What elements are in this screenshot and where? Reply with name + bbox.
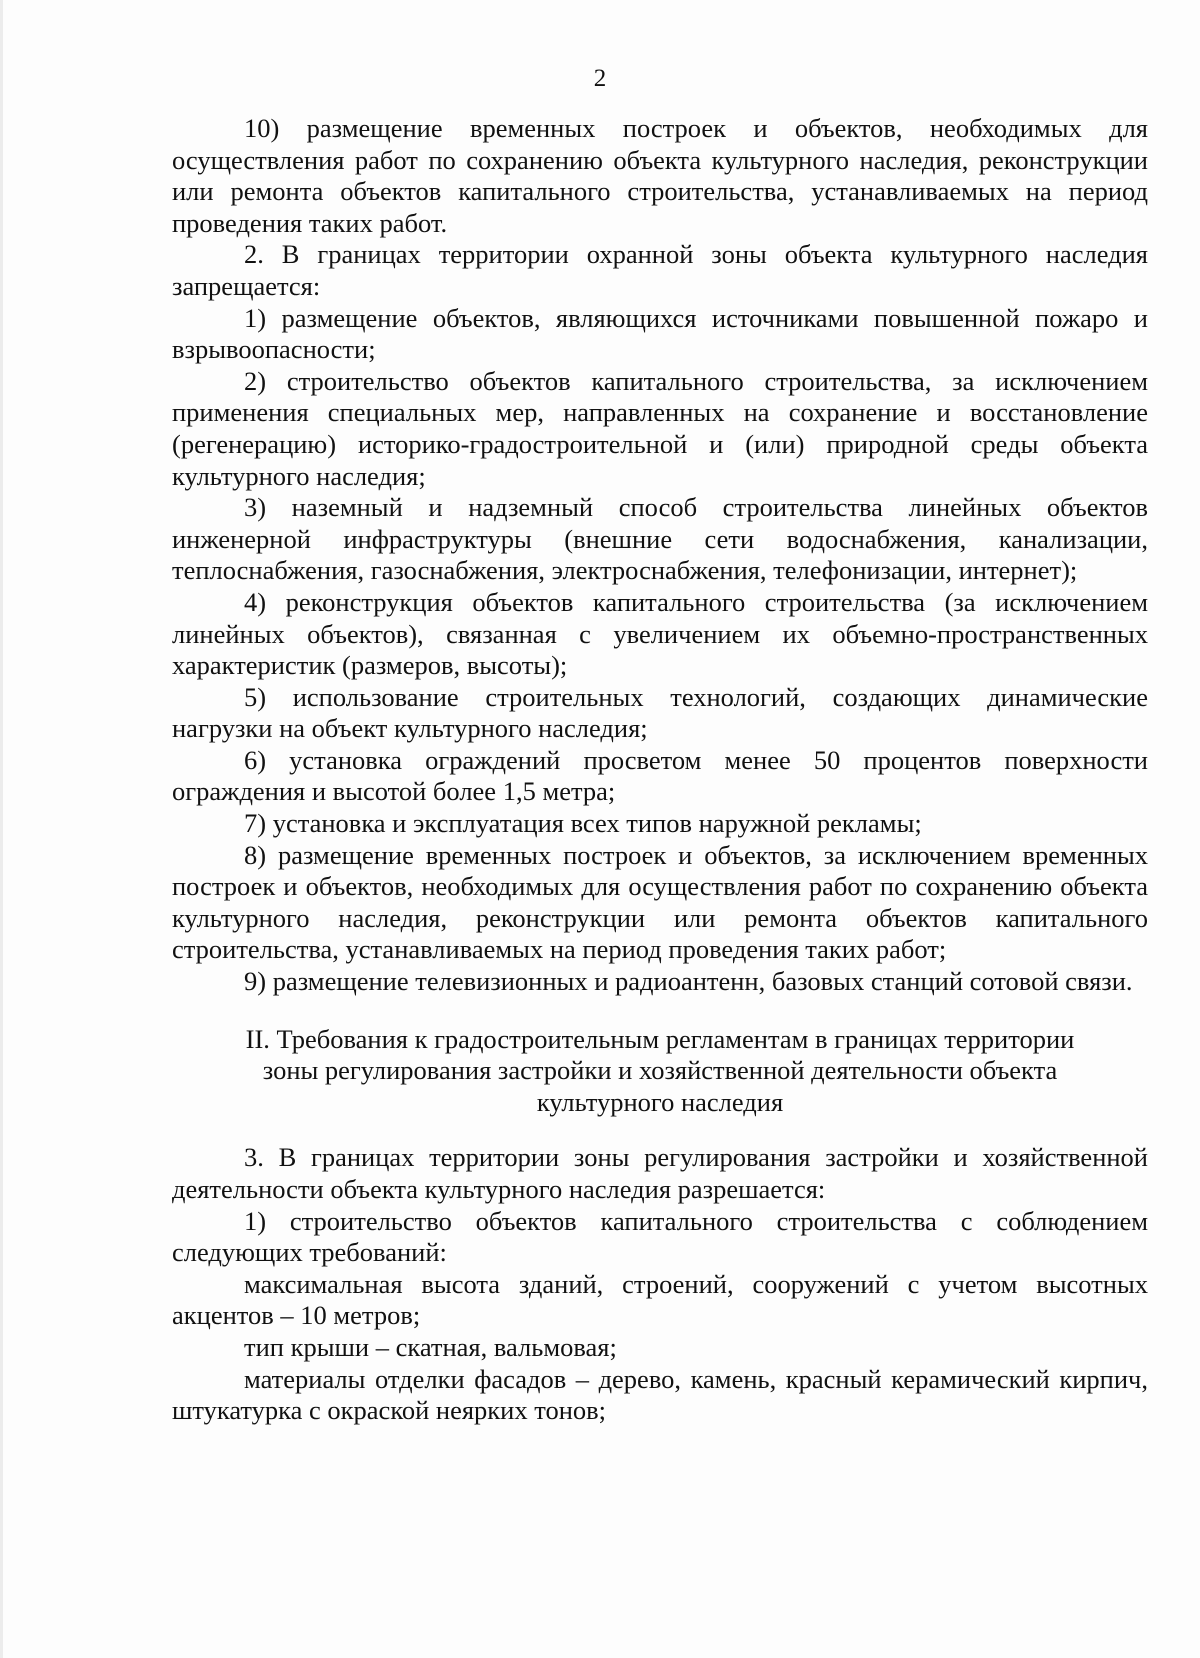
paragraph-prohibition-5: 5) использование строительных технологий, создающих динамические нагрузки на объект культурного наследия; — [172, 681, 1148, 744]
scan-edge — [0, 0, 3, 1658]
paragraph-prohibition-3: 3) наземный и надземный способ строительства линейных объектов инженерной инфраструктуры (внешние сети водоснабжения, канализации, теплоснабжения, газоснабжения, электроснабжения, телефонизации, интернет); — [172, 492, 1148, 586]
section-heading — [172, 1024, 1148, 1119]
paragraph-prohibition-8: 8) размещение временных построек и объектов, за исключением временных построек и объектов, необходимых для осуществления работ по сохранению объекта культурного наследия, реконструкции или ремонта объектов капитального строительства, устанавливаемых на период проведения таких работ; — [172, 839, 1148, 965]
section-heading-line-2: зоны регулирования застройки и хозяйственной деятельности объекта — [262, 1055, 1058, 1086]
paragraph-prohibition-2: 2) строительство объектов капитального строительства, за исключением применения специальных мер, направленных на сохранение и восстановление (регенерацию) историко-градостроительной и (или) природной среды объекта культурного наследия; — [172, 365, 1148, 491]
document-body — [172, 113, 1148, 1427]
page-number: 2 — [593, 65, 607, 92]
paragraph-item-10: 10) размещение временных построек и объектов, необходимых для осуществления работ по сохранению объекта культурного наследия, реконструкции или ремонта объектов капитального строительства, устанавливаемых на период проведения таких работ. — [172, 113, 1148, 238]
paragraph-clause-3: 3. В границах территории зоны регулирования застройки и хозяйственной деятельности объекта культурного наследия разрешается: — [172, 1142, 1148, 1204]
paragraph-clause-2: 2. В границах территории охранной зоны объекта культурного наследия запрещается: — [172, 239, 1148, 301]
paragraph-requirement-facade: материалы отделки фасадов – дерево, камень, красный керамический кирпич, штукатурка с окраской неярких тонов; — [172, 1363, 1148, 1426]
paragraph-prohibition-6: 6) установка ограждений просветом менее 50 процентов поверхности ограждения и высотой более 1,5 метра; — [172, 744, 1148, 807]
paragraph-prohibition-9: 9) размещение телевизионных и радиоантенн, базовых станций сотовой связи. — [244, 966, 1133, 997]
paragraph-prohibition-1: 1) размещение объектов, являющихся источниками повышенной пожаро и взрывоопасности; — [172, 302, 1148, 365]
paragraph-requirement-roof: тип крыши – скатная, вальмовая; — [244, 1331, 617, 1362]
section-heading-line-1: II. Требования к градостроительным регламентам в границах территории — [245, 1023, 1075, 1054]
paragraph-permission-1: 1) строительство объектов капитального строительства с соблюдением следующих требований: — [172, 1205, 1148, 1268]
paragraph-prohibition-7: 7) установка и эксплуатация всех типов наружной рекламы; — [244, 808, 922, 839]
paragraph-requirement-height: максимальная высота зданий, строений, сооружений с учетом высотных акцентов – 10 метров; — [172, 1268, 1148, 1331]
paragraph-prohibition-4: 4) реконструкция объектов капитального строительства (за исключением линейных объектов), связанная с увеличением их объемно-пространственных характеристик (размеров, высоты); — [172, 586, 1148, 681]
section-heading-line-3: культурного наследия — [536, 1086, 784, 1117]
